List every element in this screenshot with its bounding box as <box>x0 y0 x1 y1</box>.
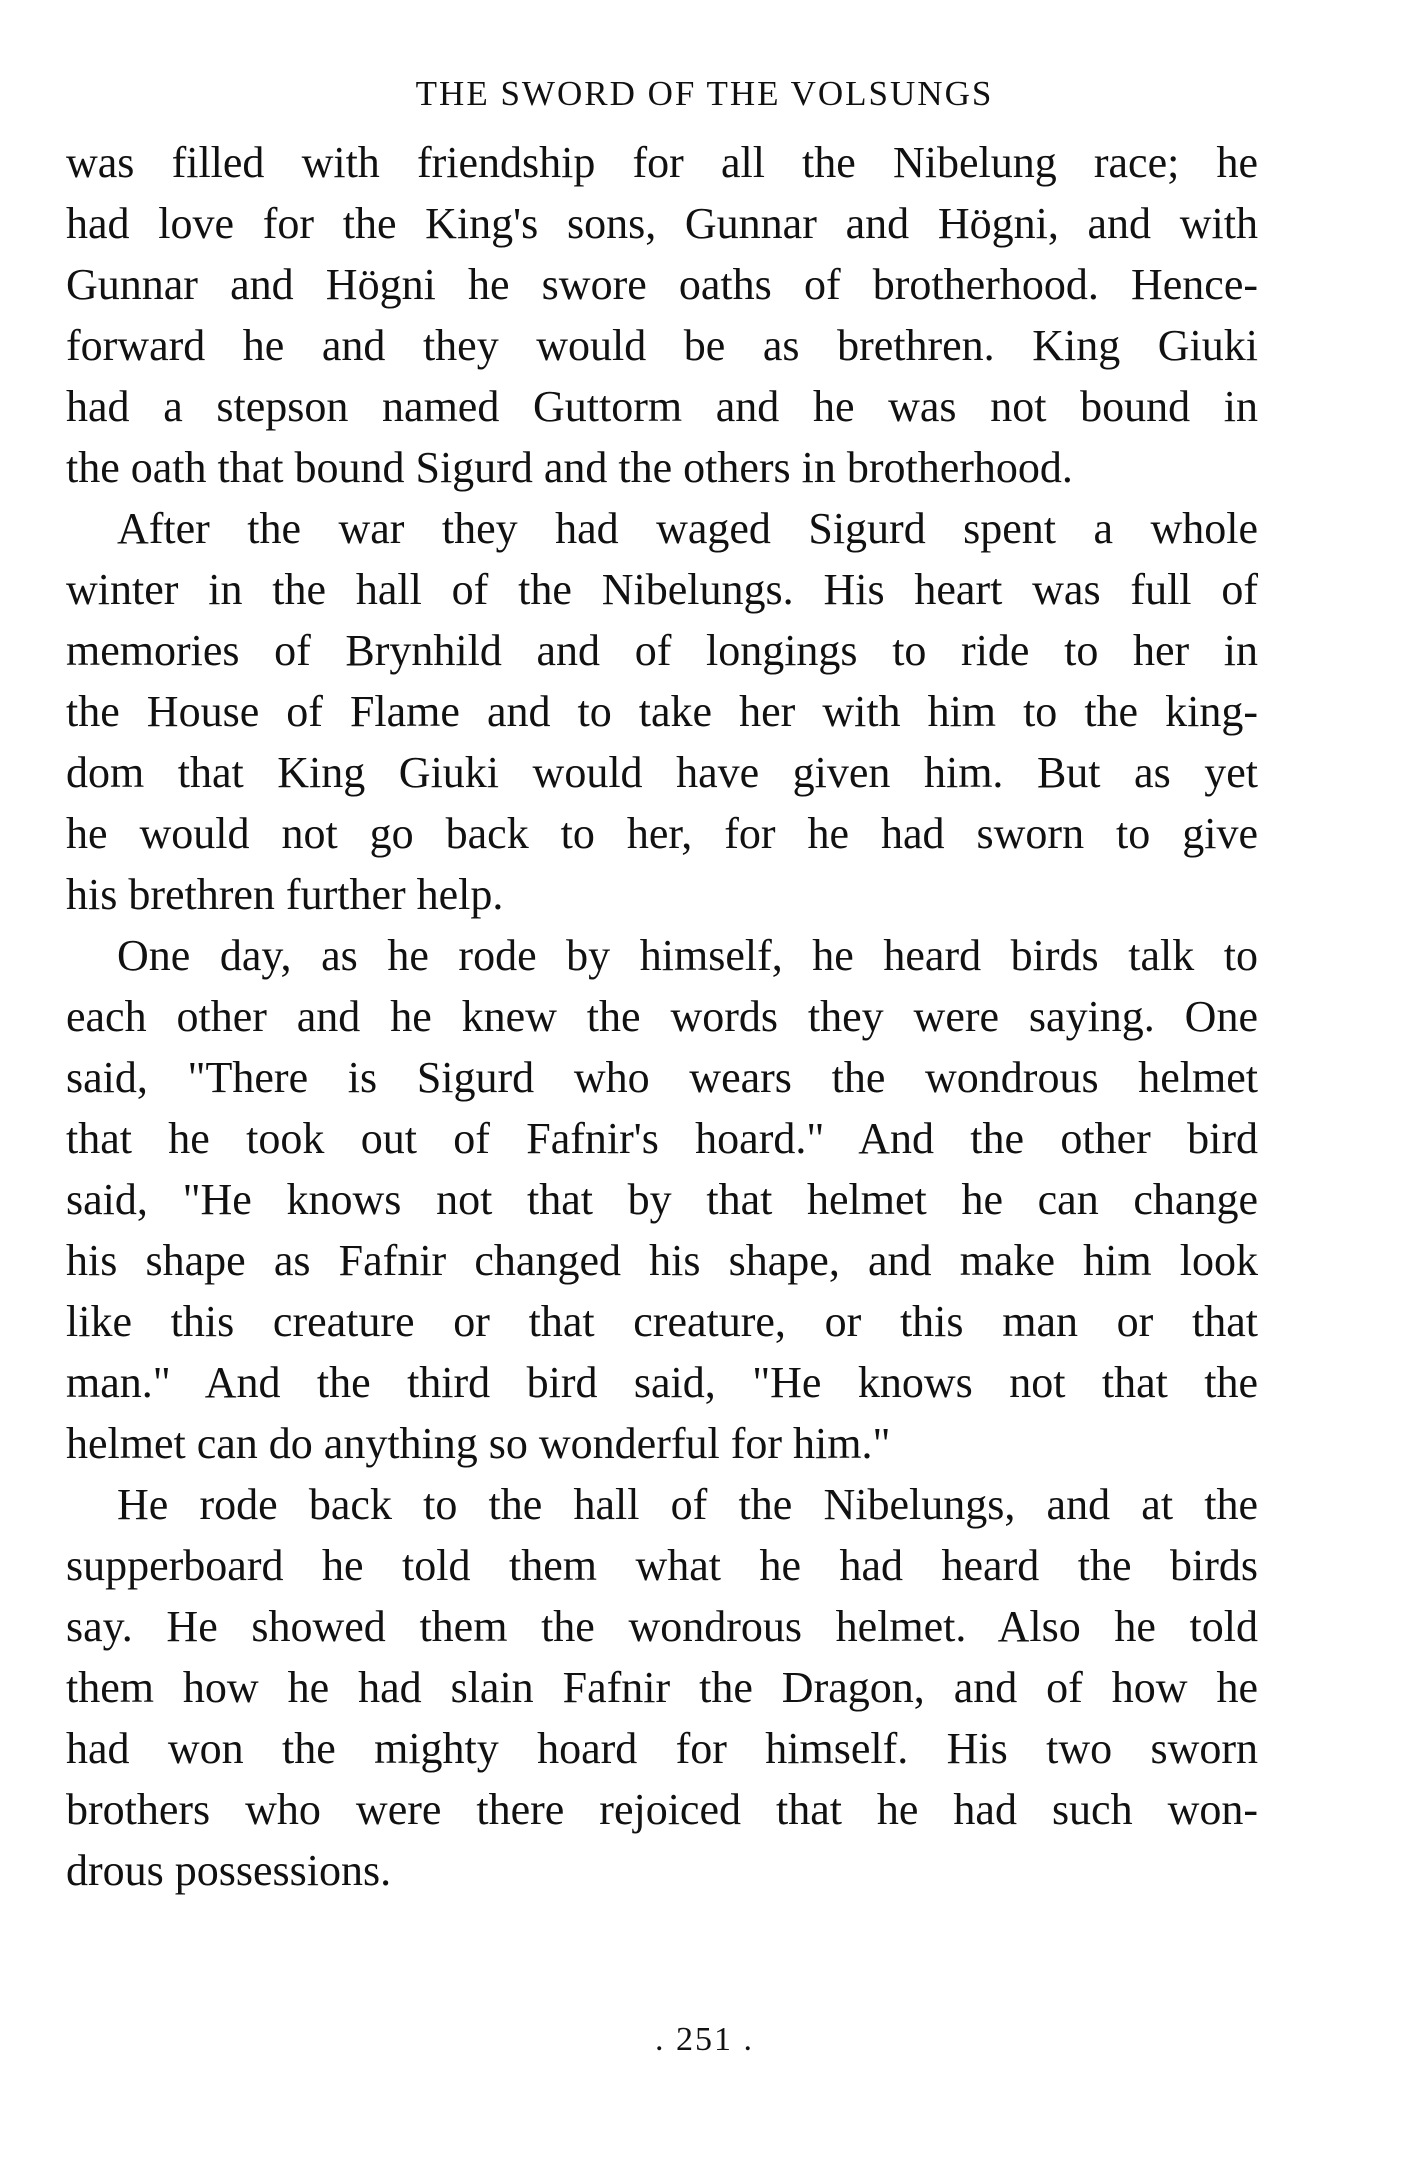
text-line: said, "There is Sigurd who wears the wondrous helmet <box>66 1053 1258 1102</box>
text-line: had a stepson named Guttorm and he was not bound in <box>66 382 1258 431</box>
text-line: the oath that bound Sigurd and the others in brotherhood. <box>66 443 1073 492</box>
running-head: THE SWORD OF THE VOLSUNGS <box>415 74 994 113</box>
page-number: . 251 . <box>655 2021 754 2058</box>
text-line: said, "He knows not that by that helmet he can change <box>66 1175 1258 1224</box>
text-line: drous possessions. <box>66 1846 392 1895</box>
text-line: like this creature or that creature, or this man or that <box>66 1297 1258 1346</box>
body-text <box>66 132 1258 1901</box>
paragraph <box>66 1474 1258 1901</box>
text-line: was filled with friendship for all the Nibelung race; he <box>66 138 1258 187</box>
text-line: his shape as Fafnir changed his shape, and make him look <box>66 1236 1258 1285</box>
paragraph <box>66 925 1258 1474</box>
text-line: After the war they had waged Sigurd spent a whole <box>117 504 1258 553</box>
paragraph <box>66 498 1258 925</box>
text-line: brothers who were there rejoiced that he had such won- <box>66 1785 1258 1834</box>
text-line: that he took out of Fafnir's hoard." And the other bird <box>66 1114 1258 1163</box>
text-line: he would not go back to her, for he had sworn to give <box>66 809 1258 858</box>
text-line: He rode back to the hall of the Nibelungs, and at the <box>117 1480 1258 1529</box>
text-line: Gunnar and Högni he swore oaths of brotherhood. Hence- <box>66 260 1258 309</box>
text-line: say. He showed them the wondrous helmet. Also he told <box>66 1602 1258 1651</box>
text-line: the House of Flame and to take her with him to the king- <box>66 687 1258 736</box>
text-line: had won the mighty hoard for himself. His two sworn <box>66 1724 1258 1773</box>
text-line: had love for the King's sons, Gunnar and Högni, and with <box>66 199 1258 248</box>
text-line: helmet can do anything so wonderful for him." <box>66 1419 891 1468</box>
text-line: man." And the third bird said, "He knows not that the <box>66 1358 1258 1407</box>
text-line: winter in the hall of the Nibelungs. His heart was full of <box>66 565 1258 614</box>
text-line: dom that King Giuki would have given him. But as yet <box>66 748 1258 797</box>
text-line: his brethren further help. <box>66 870 504 919</box>
paragraph <box>66 132 1258 498</box>
text-line: One day, as he rode by himself, he heard birds talk to <box>117 931 1258 980</box>
text-line: supperboard he told them what he had heard the birds <box>66 1541 1258 1590</box>
text-line: forward he and they would be as brethren. King Giuki <box>66 321 1258 370</box>
text-line: them how he had slain Fafnir the Dragon, and of how he <box>66 1663 1258 1712</box>
text-line: memories of Brynhild and of longings to ride to her in <box>66 626 1258 675</box>
text-line: each other and he knew the words they were saying. One <box>66 992 1258 1041</box>
